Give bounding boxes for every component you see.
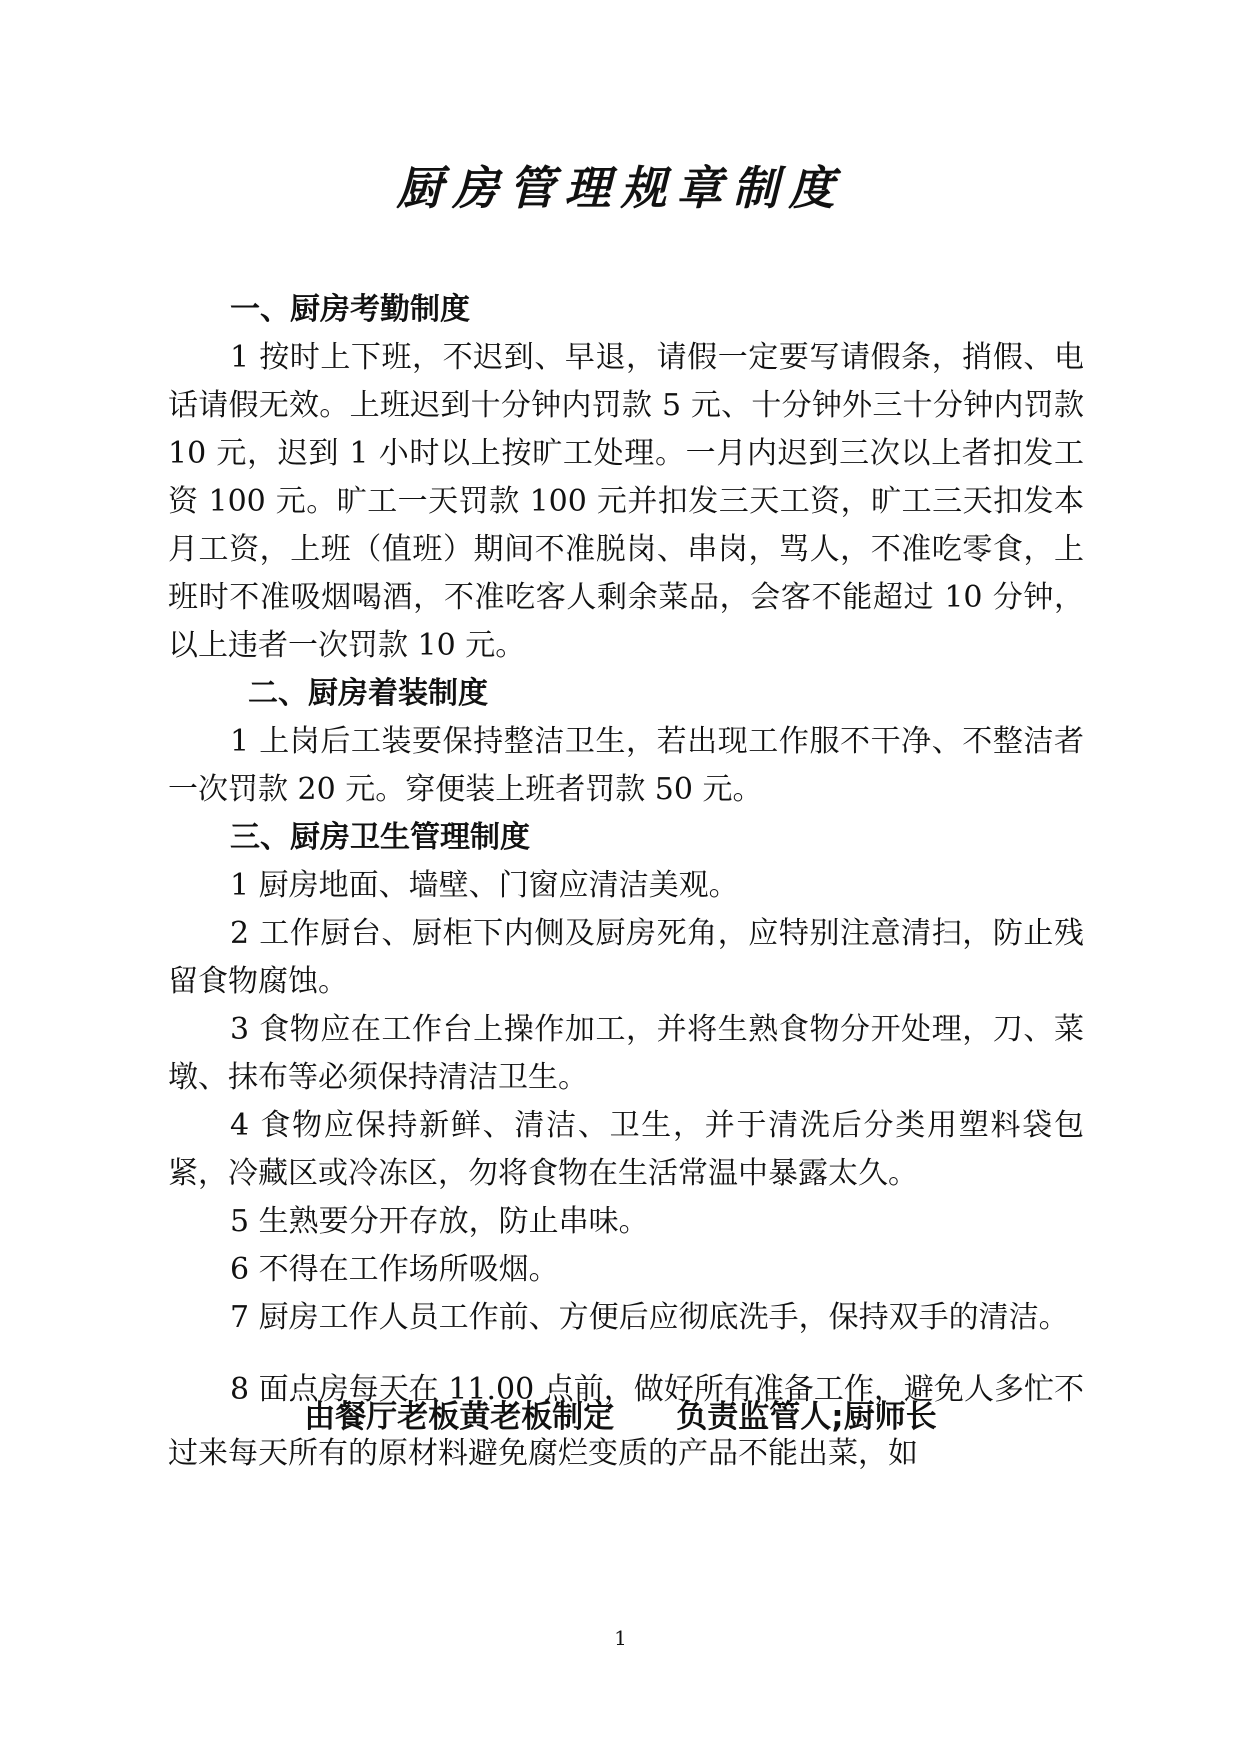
hygiene-paragraph-6: 6 不得在工作场所吸烟。 [230, 1252, 559, 1287]
hygiene-paragraph-5: 5 生熟要分开存放，防止串味。 [230, 1204, 649, 1239]
dress-code-paragraph-1: 1 上岗后工装要保持整洁卫生，若出现工作服不干净、不整洁者一次罚款 20 元。穿便装上班者罚款 50 元。 [168, 724, 1084, 807]
hygiene-paragraph-1: 1 厨房地面、墙壁、门窗应清洁美观。 [230, 868, 739, 903]
hygiene-paragraph-8: 8 面点房每天在 11.00 点前，做好所有准备工作，避免人多忙不过来每天所有的原材料避免腐烂变质的产品不能出菜，如 [168, 1372, 1084, 1471]
footer-supervisor: 负责监管人;厨师长 [676, 1399, 937, 1435]
attendance-paragraph-1: 1 按时上下班，不迟到、早退，请假一定要写请假条，捎假、电话请假无效。上班迟到十分钟内罚款 5 元、十分钟外三十分钟内罚款 10 元，迟到 1 小时以上按旷工处理。一月内迟到三次以上者扣发工资 100 元。旷工一天罚款 100 元并扣发三天工资，旷工三天扣发本月工资，上班（值班）期间不准脱岗、串岗，骂人，不准吃零食，上班时不准吸烟喝酒，不准吃客人剩余菜品，会客不能超过 10 分钟，以上违者一次罚款 10 元。 [168, 340, 1084, 663]
hygiene-paragraph-7: 7 厨房工作人员工作前、方便后应彻底洗手，保持双手的清洁。 [230, 1300, 1069, 1335]
hygiene-paragraph-2: 2 工作厨台、厨柜下内侧及厨房死角，应特别注意清扫，防止残留食物腐蚀。 [168, 916, 1084, 999]
page-number: 1 [614, 1626, 627, 1650]
section-heading-hygiene: 三、厨房卫生管理制度 [230, 820, 530, 855]
document-title: 厨房管理规章制度 [396, 161, 845, 215]
document-body [168, 286, 1084, 1486]
footer-maker: 由餐厅老板黄老板制定 [304, 1399, 615, 1435]
section-heading-attendance: 一、厨房考勤制度 [230, 292, 470, 327]
section-heading-dress-code: 二、厨房着装制度 [248, 676, 488, 711]
document-footer [0, 1393, 1241, 1441]
hygiene-paragraph-3: 3 食物应在工作台上操作加工，并将生熟食物分开处理，刀、菜墩、抹布等必须保持清洁卫生。 [168, 1012, 1084, 1095]
hygiene-paragraph-4: 4 食物应保持新鲜、清洁、卫生，并于清洗后分类用塑料袋包紧，冷藏区或冷冻区，勿将食物在生活常温中暴露太久。 [168, 1108, 1084, 1191]
